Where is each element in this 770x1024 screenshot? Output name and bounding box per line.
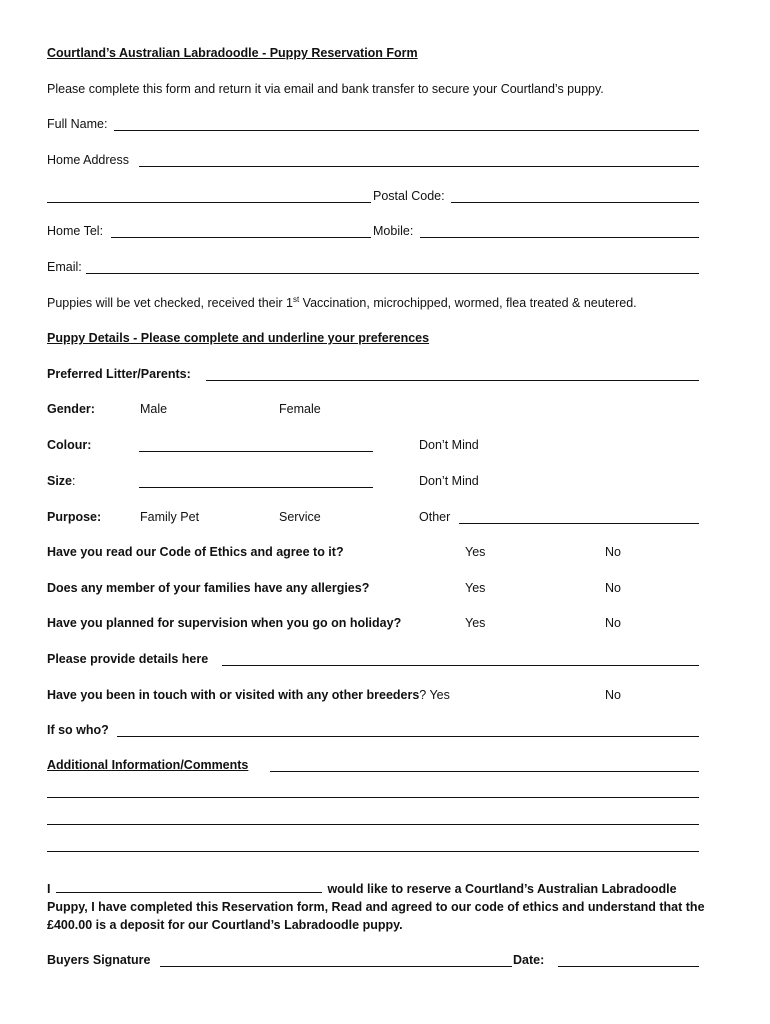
question-allergies: Does any member of your families have any allergies?: [47, 581, 370, 595]
question-code-of-ethics: Have you read our Code of Ethics and agree to it?: [47, 545, 344, 559]
answer-yes[interactable]: Yes: [465, 545, 486, 559]
comments-line[interactable]: [47, 797, 699, 798]
declaration-text: I would like to reserve a Courtland’s Australian Labradoodle Puppy, I have completed this Reservation form, Read and agreed to our code of ethics and understand that the £400.00 is a deposit for our Courtland’s Labradoodle puppy.: [47, 882, 705, 932]
purpose-option-other[interactable]: Other: [419, 510, 451, 524]
additional-info-field[interactable]: [270, 771, 699, 772]
if-so-who-label: If so who?: [47, 723, 109, 737]
answer-no[interactable]: No: [605, 581, 621, 595]
home-address-label: Home Address: [47, 153, 129, 167]
details-label: Please provide details here: [47, 652, 209, 666]
answer-yes[interactable]: Yes: [465, 581, 486, 595]
full-name-label: Full Name:: [47, 117, 108, 131]
puppy-details-heading: Puppy Details - Please complete and underline your preferences: [47, 331, 430, 345]
home-tel-field[interactable]: [111, 237, 371, 238]
details-field[interactable]: [222, 665, 699, 666]
comments-line[interactable]: [47, 824, 699, 825]
gender-option-female[interactable]: Female: [279, 402, 321, 416]
size-field[interactable]: [139, 487, 373, 488]
answer-yes[interactable]: Yes: [465, 616, 486, 630]
preferred-litter-label: Preferred Litter/Parents:: [47, 367, 191, 381]
buyers-signature-label: Buyers Signature: [47, 953, 151, 967]
purpose-label: Purpose:: [47, 510, 102, 524]
preferred-litter-field[interactable]: [206, 380, 699, 381]
size-option-dont-mind[interactable]: Don’t Mind: [419, 474, 479, 488]
colour-label: Colour:: [47, 438, 92, 452]
home-tel-label: Home Tel:: [47, 224, 104, 238]
size-label: Size:: [47, 474, 76, 488]
home-address-field[interactable]: [139, 166, 699, 167]
buyers-signature-field[interactable]: [160, 966, 512, 967]
mobile-field[interactable]: [420, 237, 699, 238]
postal-code-label: Postal Code:: [373, 189, 445, 203]
declaration-name-field[interactable]: [56, 880, 322, 893]
additional-info-label: Additional Information/Comments: [47, 758, 249, 772]
answer-no[interactable]: No: [605, 688, 621, 702]
purpose-option-family-pet[interactable]: Family Pet: [140, 510, 200, 524]
colour-option-dont-mind[interactable]: Don’t Mind: [419, 438, 479, 452]
date-field[interactable]: [558, 966, 699, 967]
gender-option-male[interactable]: Male: [140, 402, 168, 416]
intro-text: Please complete this form and return it via email and bank transfer to secure your Courtland’s puppy.: [47, 82, 604, 96]
gender-label: Gender:: [47, 402, 95, 416]
date-label: Date:: [513, 953, 545, 967]
purpose-other-field[interactable]: [459, 523, 699, 524]
email-field[interactable]: [86, 273, 699, 274]
if-so-who-field[interactable]: [117, 736, 699, 737]
email-label: Email:: [47, 260, 82, 274]
postal-code-field[interactable]: [451, 202, 699, 203]
address-line-2-field[interactable]: [47, 202, 371, 203]
question-other-breeders: Have you been in touch with or visited with any other breeders? Yes: [47, 688, 450, 702]
purpose-option-service[interactable]: Service: [279, 510, 321, 524]
form-title: Courtland’s Australian Labradoodle - Puppy Reservation Form: [47, 46, 418, 60]
answer-no[interactable]: No: [605, 545, 621, 559]
colour-field[interactable]: [139, 451, 373, 452]
answer-no[interactable]: No: [605, 616, 621, 630]
full-name-field[interactable]: [114, 130, 699, 131]
question-supervision: Have you planned for supervision when you go on holiday?: [47, 616, 402, 630]
mobile-label: Mobile:: [373, 224, 414, 238]
vet-note: Puppies will be vet checked, received their 1st Vaccination, microchipped, wormed, flea treated & neutered.: [47, 294, 637, 310]
comments-line[interactable]: [47, 851, 699, 852]
